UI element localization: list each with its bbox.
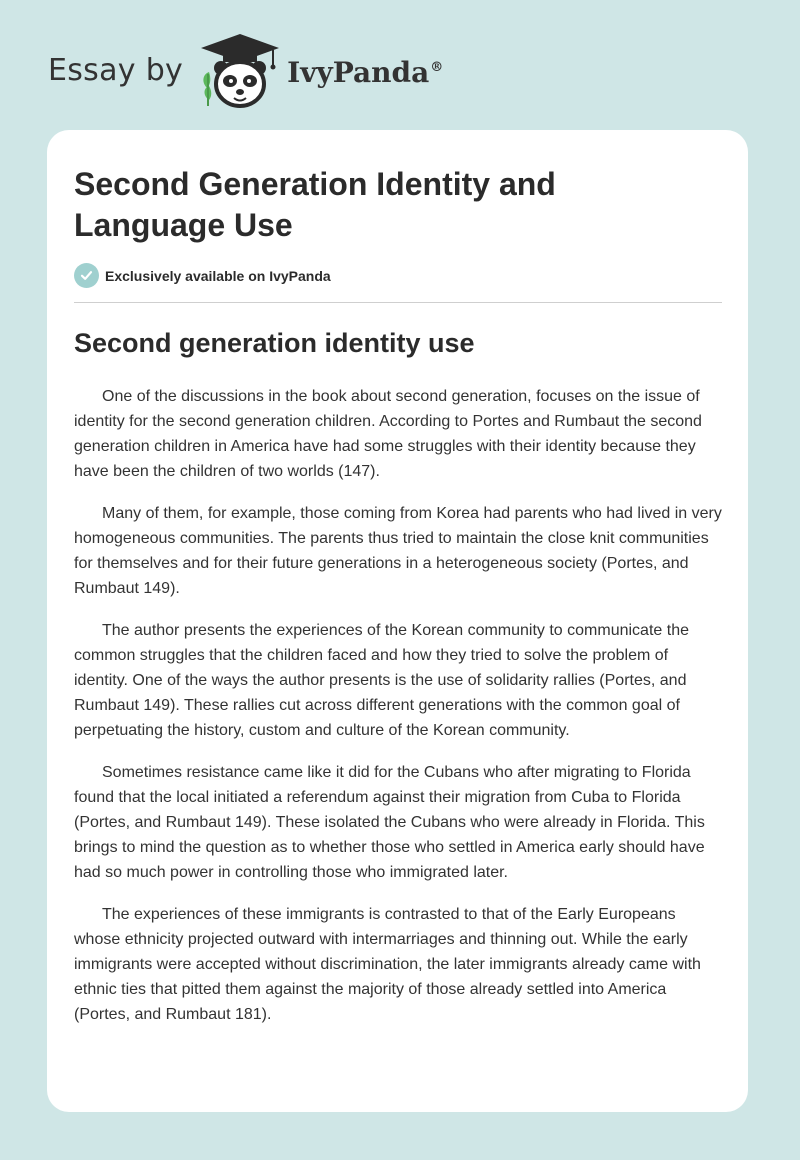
section-heading: Second generation identity use bbox=[74, 328, 475, 358]
article-card bbox=[47, 130, 748, 1112]
page-title: Second Generation Identity and Language Use bbox=[74, 166, 556, 243]
paragraph: Sometimes resistance came like it did for the Cubans who after migrating to Florida found that the local initiated a referendum against their migration from Cuba to Florida (Portes, and Rumbaut 149). These isolated the Cubans who were already in Florida. This brings to mind the question as to whether those who settled in America early should have had so much power in controlling those who immigrated later. bbox=[74, 764, 705, 881]
article-body bbox=[74, 384, 724, 1044]
site-header bbox=[48, 30, 443, 110]
exclusive-badge-text: Exclusively available on IvyPanda bbox=[105, 267, 331, 284]
paragraph: The author presents the experiences of the Korean community to communicate the common struggles that the children faced and how they tried to solve the problem of identity. One of the ways the author presents is the use of solidarity rallies (Portes, and Rumbaut 149). These rallies cut across different generations with the common goal of perpetuating the history, custom and culture of the Korean community. bbox=[74, 622, 689, 739]
brand-name[interactable]: IvyPanda® bbox=[287, 55, 444, 89]
essay-by-label: Essay by bbox=[48, 52, 184, 88]
divider bbox=[74, 302, 722, 303]
paragraph: The experiences of these immigrants is contrasted to that of the Early Europeans whose ethnicity projected outward with intermarriages and thinning out. While the early immigrants were accepted without discrimination, the later immigrants already came with ethnic ties that pitted them against the majority of those already settled into America (Portes, and Rumbaut 181). bbox=[74, 906, 701, 1023]
exclusive-badge bbox=[74, 263, 331, 288]
paragraph: One of the discussions in the book about second generation, focuses on the issue of identity for the second generation children. According to Portes and Rumbaut the second generation children in America have had some struggles with their identity because they have been the children of two worlds (147). bbox=[74, 388, 702, 480]
panda-logo-icon[interactable] bbox=[197, 30, 283, 110]
check-icon bbox=[74, 263, 99, 288]
paragraph: Many of them, for example, those coming from Korea had parents who had lived in very homogeneous communities. The parents thus tried to maintain the close knit communities for themselves and for their future generations in a heterogeneous society (Portes, and Rumbaut 149). bbox=[74, 505, 722, 597]
registered-mark: ® bbox=[430, 60, 444, 76]
